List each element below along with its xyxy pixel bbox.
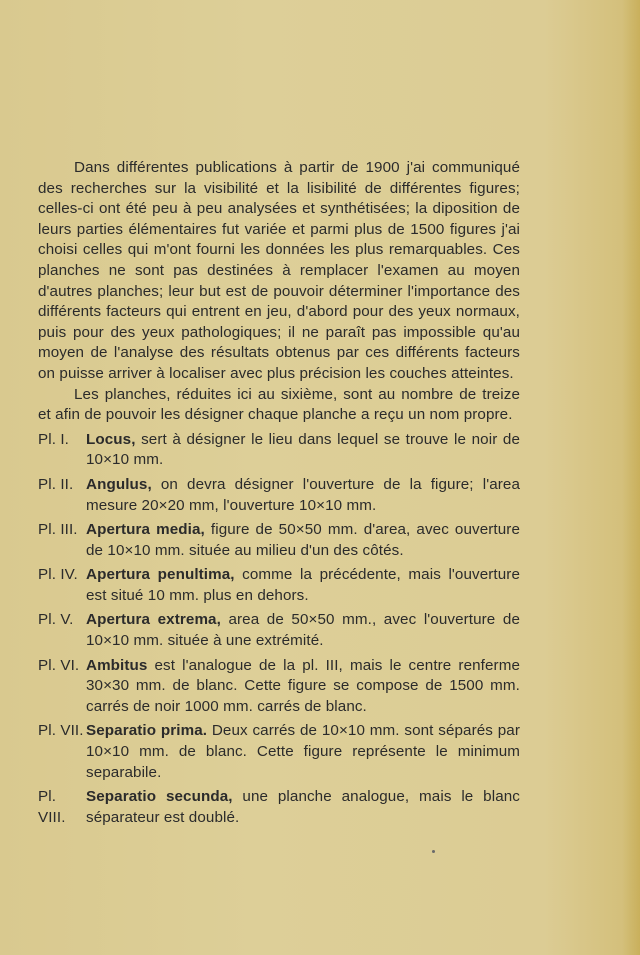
plate-description: figure de 50×50 mm. d'area, avec ouverture de 10×10 mm. située au milieu d'un des côtés. [86,521,520,559]
plate-number: Pl. I. [38,430,69,448]
plate-name: Separatio prima. [86,722,208,740]
plate-number: Pl. VIII. [38,788,66,826]
plate-name: Apertura penultima, [86,566,235,584]
plate-entry-1 [38,430,520,471]
plate-entry-3 [38,520,520,561]
plate-number: Pl. II. [38,475,74,493]
plate-entry-8 [38,787,520,828]
plate-description: on devra désigner l'ouverture de la figure; l'area mesure 20×20 mm, l'ouverture 10×10 mm. [86,475,520,514]
plate-description: est l'analogue de la pl. III, mais le centre renferme 30×30 mm. de blanc. Cette figure se compose de 1500 mm. carrés de noir 1000 mm. carrés de blanc. [86,656,520,715]
plate-number: Pl. VI. [38,656,80,674]
plate-number: Pl. V. [38,611,74,629]
plate-name: Separatio secunda, [86,788,233,806]
plate-entry-2 [38,475,520,516]
plate-number: Pl. VII. [38,722,84,740]
intro-paragraph-2: Les planches, réduites ici au sixième, sont au nombre de treize et afin de pouvoir les désigner chaque planche a reçu un nom propre. [38,385,520,424]
plate-entry-7 [38,721,520,783]
plate-description: une planche analogue, mais le blanc séparateur est doublé. [86,788,520,826]
ink-speck [432,850,435,853]
plate-number: Pl. III. [38,521,78,539]
plate-name: Apertura media, [86,521,205,539]
page-edge-shadow [622,0,640,955]
plate-description: Deux carrés de 10×10 mm. sont séparés par 10×10 mm. de blanc. Cette figure représente le minimum separabile. [86,722,520,781]
plate-name: Apertura extrema, [86,611,221,629]
intro-paragraph-1: Dans différentes publications à partir de 1900 j'ai communiqué des recherches sur la visibilité et la lisibilité de différentes figures; celles-ci ont été peu à peu analysées et synthétisées; la diposition de leurs parties élémentaires fut variée et parmi plus de 1500 figures j'ai choisi celles qui m'ont fourni les données les plus remarquables. Ces planches ne sont pas destinées à remplacer l'examen au moyen d'autres planches; leur but est de pouvoir déterminer l'importance des différents facteurs qui entrent en jeu, d'abord pour des yeux normaux, puis pour des yeux pathologiques; il ne paraît pas impossible qu'au moyen de l'analyse des résultats obtenus par ces différents facteurs on puisse arriver à localiser avec plus précision les couches atteintes. [38,159,520,382]
plate-entry-4 [38,565,520,606]
page-text [38,158,520,828]
plate-name: Locus, [86,430,136,448]
plate-entry-6 [38,656,520,718]
plate-entry-5 [38,610,520,651]
plate-description: sert à désigner le lieu dans lequel se trouve le noir de 10×10 mm. [86,430,520,469]
plate-number: Pl. IV. [38,566,78,584]
plate-name: Angulus, [86,475,152,493]
plate-description: area de 50×50 mm., avec l'ouverture de 10×10 mm. située à une extrémité. [86,611,520,650]
plate-description: comme la précédente, mais l'ouverture est situé 10 mm. plus en dehors. [86,566,520,604]
plate-list [38,430,520,829]
plate-name: Ambitus [86,656,148,674]
